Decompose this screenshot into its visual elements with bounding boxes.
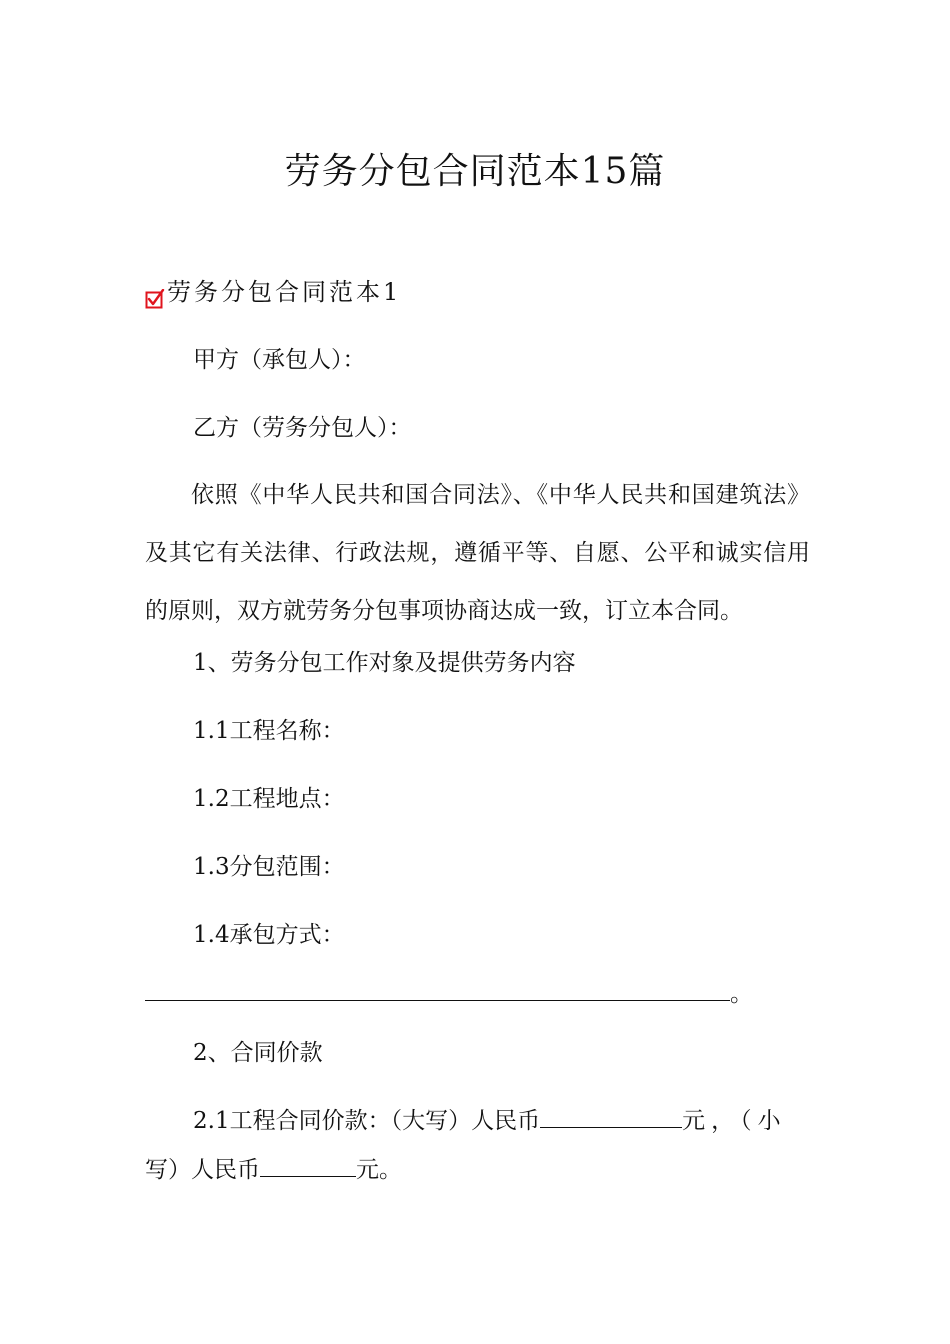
- document-title: 劳务分包合同范本15篇: [284, 151, 666, 192]
- clause-2-1-text-c: 写）人民币: [145, 1157, 260, 1183]
- contract-method-blank-row: [145, 976, 753, 1012]
- preamble-paragraph: 依照《中华人民共和国合同法》、《中华人民共和国建筑法》及其它有关法律、行政法规，遵循平等、自愿、公平和诚实信用的原则，双方就劳务分包事项协商达成一致，订立本合同。: [145, 482, 810, 624]
- contract-method-blank: [145, 978, 730, 1001]
- party-a-line: 甲方（承包人）：: [193, 347, 366, 373]
- clause-2-1-line2: [145, 1152, 402, 1188]
- section-heading-text: 劳务分包合同范本1: [167, 278, 402, 306]
- clause-2-1-text-b: 元，（小: [682, 1108, 787, 1134]
- amount-uppercase-blank: [540, 1105, 682, 1128]
- amount-lowercase-blank: [260, 1154, 356, 1177]
- clause-2-1-text-a: 2.1工程合同价款：（大写）人民币: [193, 1108, 541, 1134]
- clause-1-title: 1、劳务分包工作对象及提供劳务内容: [193, 650, 576, 676]
- clause-2-title: 2、合同价款: [193, 1040, 323, 1066]
- checked-box-icon: [145, 289, 165, 309]
- clause-1-1: 1.1工程名称：: [193, 718, 345, 744]
- clause-2-1-text-d: 元。: [356, 1157, 402, 1183]
- clause-1-2: 1.2工程地点：: [193, 786, 345, 812]
- blank-line-end: 。: [730, 981, 753, 1007]
- clause-1-3: 1.3分包范围：: [193, 854, 345, 880]
- party-b-line: 乙方（劳务分包人）：: [193, 415, 412, 441]
- clause-2-1-line1: [193, 1103, 810, 1139]
- clause-1-4: 1.4承包方式：: [193, 922, 345, 948]
- section-heading: [145, 274, 401, 310]
